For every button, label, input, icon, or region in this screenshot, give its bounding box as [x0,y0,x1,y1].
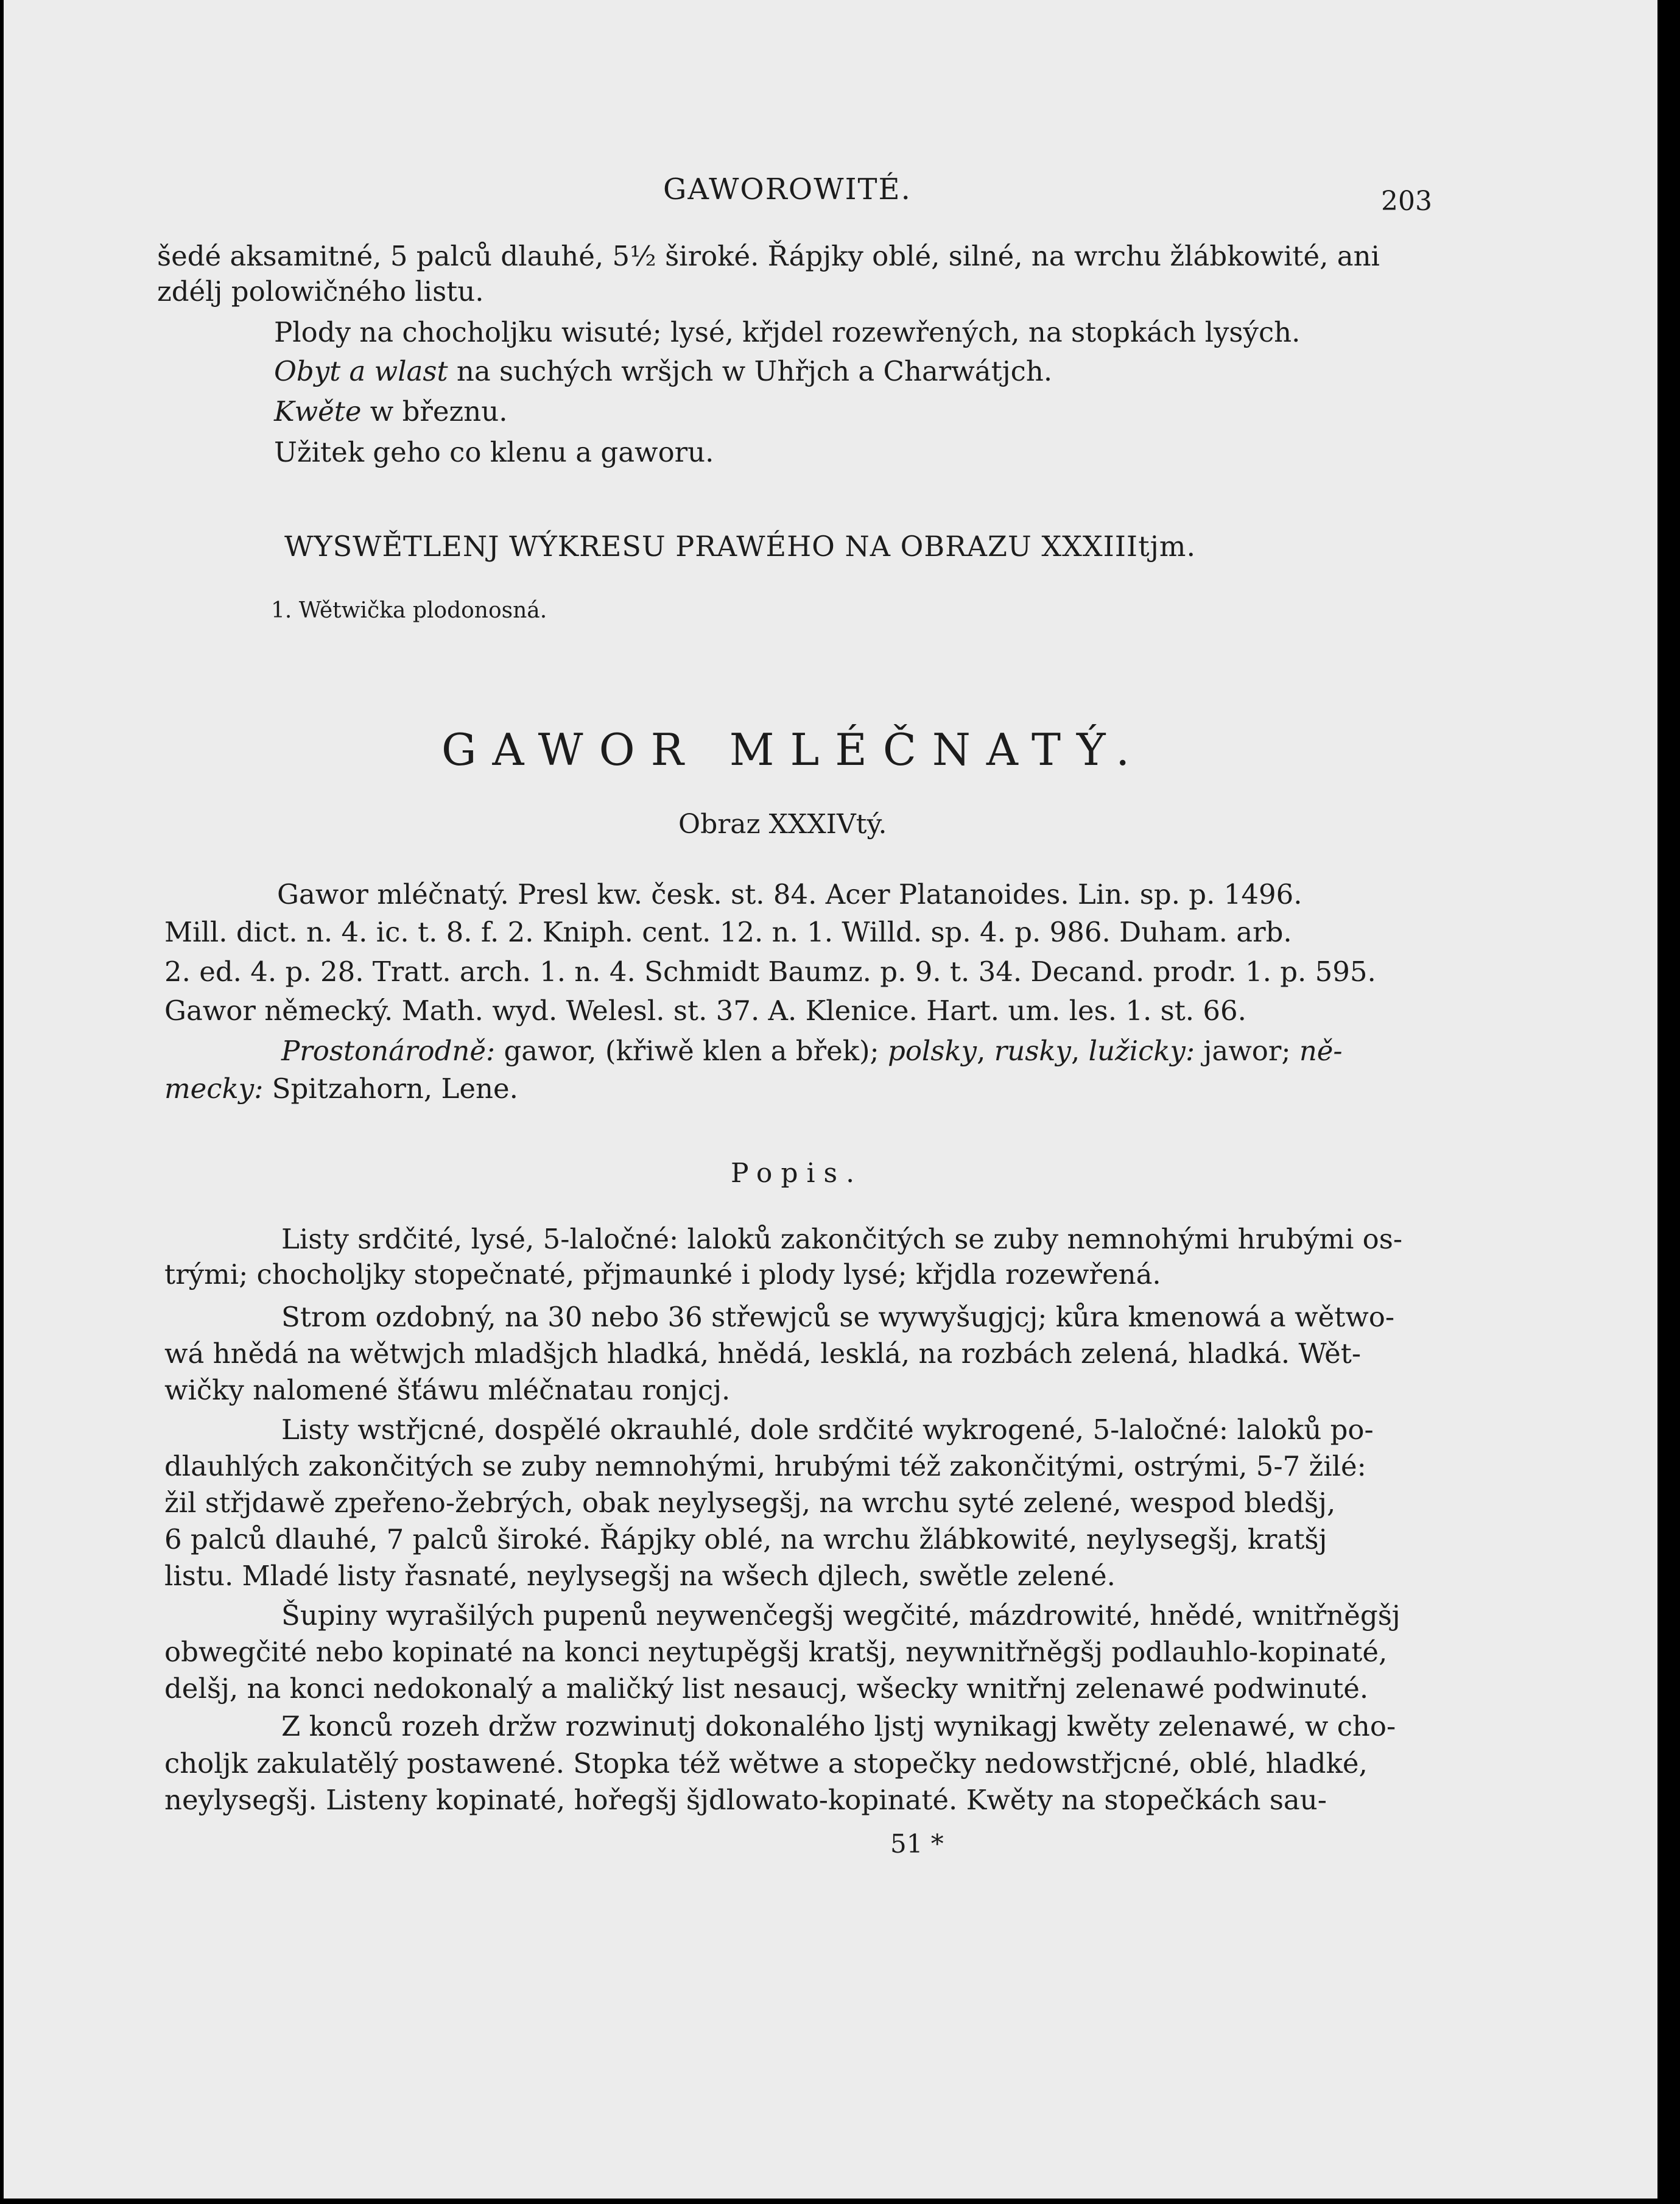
signature-mark: 51 * [890,1829,944,1859]
description-line: Listy srdčité, lysé, 5-laločné: laloků zakončitých se zuby nemnohými hrubými os- [281,1223,1403,1255]
flowering-text: w březnu. [361,395,508,428]
description-line: Z konců rozeh držw rozwinutj dokonalého ljstj wynikagj kwěty zelenawé, w cho- [281,1710,1396,1742]
page-number: 203 [1381,186,1432,217]
description-line: Šupiny wyrašilých pupenů neywenčegšj wegčité, mázdrowité, hnědé, wnitřněgšj [281,1599,1401,1632]
vernacular-polish: polsky [888,1035,977,1067]
vernacular-separator: , [977,1035,994,1067]
vernacular-german: ně- [1299,1035,1343,1067]
description-line: obwegčité nebo kopinaté na konci neytupěgšj kratšj, neywnitřněgšj podlauhlo-kopinaté, [164,1636,1388,1668]
plate-explanation-item: 1. Wětwička plodonosná. [271,598,547,623]
plate-explanation-heading: WYSWĚTLENJ WÝKRESU PRAWÉHO NA OBRAZU XXXIIItjm. [284,530,1197,563]
description-line: Listy wstřjcné, dospělé okrauhlé, dole srdčité wykrogené, 5-laločné: laloků po- [281,1414,1374,1446]
habitat-label: Obyt a wlast [274,355,448,387]
description-line: 6 palců dlauhé, 7 palců široké. Řápjky oblé, na wrchu žlábkowité, neylysegšj, kratšj [164,1523,1327,1555]
description-line: wičky nalomené šťáwu mléčnatau ronjcj. [164,1374,731,1406]
vernacular-label: Prostonárodně: [281,1035,496,1067]
flowering-line [274,395,508,428]
description-line: Strom ozdobný, na 30 nebo 36 střewjců se wywyšugjcj; kůra kmenowá a wětwo- [281,1301,1395,1333]
description-line: delšj, na konci nedokonalý a maličký list nesaucj, wšecky wnitřnj zelenawé podwinuté. [164,1672,1369,1705]
vernacular-text: gawor, (křiwě klen a břek); [495,1035,888,1067]
vernacular-russian: rusky [994,1035,1071,1067]
vernacular-german: mecky: [164,1072,264,1105]
description-line: listu. Mladé listy řasnaté, neylysegšj na wšech djlech, swětle zelené. [164,1560,1116,1592]
flowering-label: Kwěte [274,395,362,428]
synonymy-line: Gawor německý. Math. wyd. Welesl. st. 37. A. Klenice. Hart. um. les. 1. st. 66. [164,995,1246,1027]
body-line: zdélj polowičného listu. [157,275,484,308]
vernacular-lusatian: lužicky: [1088,1035,1195,1067]
description-line: trými; chocholjky stopečnaté, přjmaunké i plody lysé; křjdla rozewřená. [164,1258,1161,1290]
use-line: Užitek geho co klenu a gaworu. [274,436,714,468]
habitat-text: na suchých wršjch w Uhřjch a Charwátjch. [448,355,1053,387]
habitat-line [274,357,1052,385]
body-line: šedé aksamitné, 5 palců dlauhé, 5½ široké. Řápjky oblé, silné, na wrchu žlábkowité, ani [157,240,1380,272]
running-header-title: GAWOROWITÉ. [663,172,912,206]
vernacular-separator: , [1070,1035,1089,1067]
description-line: dlauhlých zakončitých se zuby nemnohými, hrubými též zakončitými, ostrými, 5-7 žilé: [164,1450,1366,1482]
vernacular-line [281,1037,1343,1065]
description-line: neylysegšj. Listeny kopinaté, hořegšj šjdlowato-kopinaté. Kwěty na stopečkách sau- [164,1784,1327,1816]
vernacular-line [164,1072,518,1105]
synonymy-line: 2. ed. 4. p. 28. Tratt. arch. 1. n. 4. Schmidt Baumz. p. 9. t. 34. Decand. prodr. 1. p. 595. [164,956,1376,988]
plate-reference: Obraz XXXIVtý. [678,809,887,840]
description-line: choljk zakulatělý postawené. Stopka též wětwe a stopečky nedowstřjcné, oblé, hladké, [164,1747,1368,1780]
description-heading: Popis. [731,1158,863,1189]
description-line: žil střjdawě zpeřeno-žebrých, obak neylysegšj, na wrchu syté zelené, wespod bledšj, [164,1487,1336,1519]
species-title: GAWOR MLÉČNATÝ. [441,724,1146,775]
synonymy-line: Gawor mléčnatý. Presl kw. česk. st. 84. Acer Platanoides. Lin. sp. p. 1496. [277,878,1302,910]
vernacular-text: Spitzahorn, Lene. [263,1072,518,1105]
description-line: wá hnědá na wětwjch mladšjch hladká, hnědá, lesklá, na rozbách zelená, hladká. Wět- [164,1337,1362,1370]
vernacular-text: jawor; [1195,1035,1299,1067]
synonymy-line: Mill. dict. n. 4. ic. t. 8. f. 2. Kniph. cent. 12. n. 1. Willd. sp. 4. p. 986. Duham. arb. [164,916,1292,948]
fruit-line: Plody na chocholjku wisuté; lysé, křjdel rozewřených, na stopkách lysých. [274,316,1301,348]
